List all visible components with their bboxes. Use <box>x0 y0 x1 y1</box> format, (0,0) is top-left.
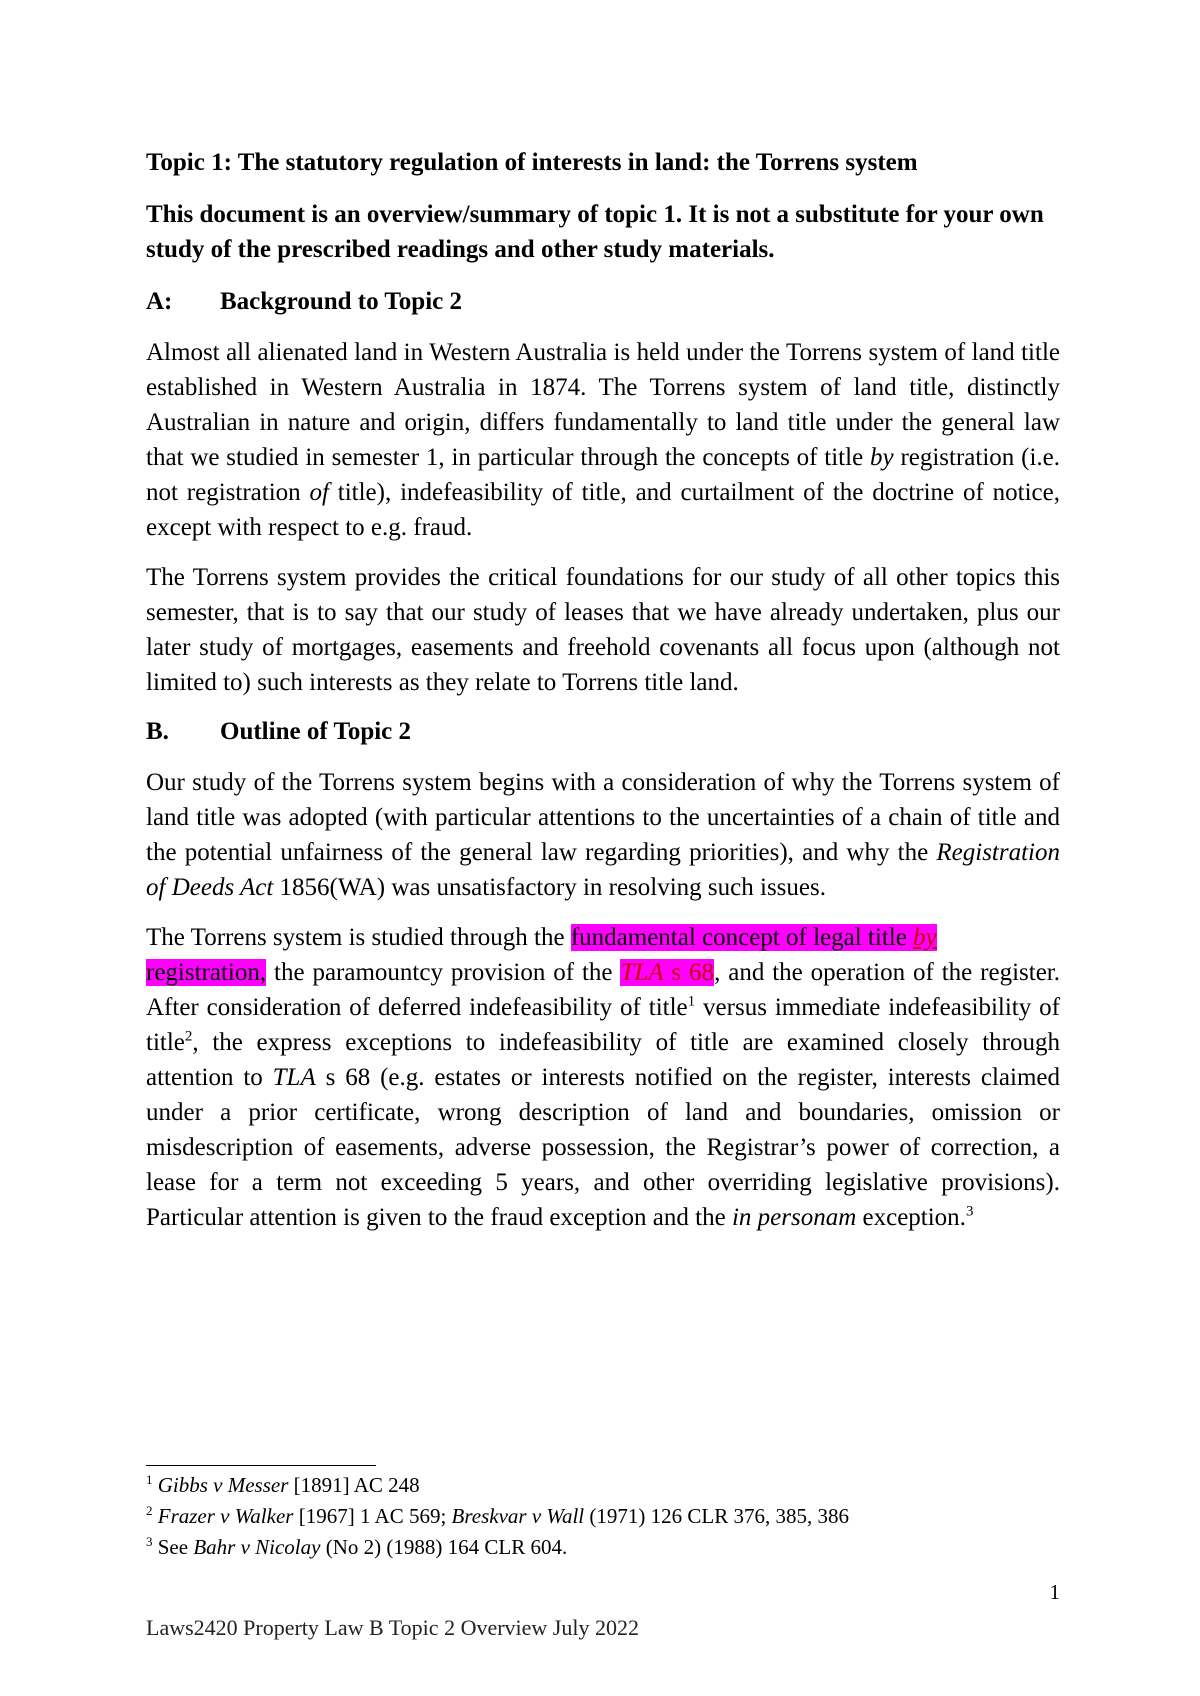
section-b-heading <box>146 715 1060 748</box>
text-run: Almost all alienated land in Western Australia is held under the Torrens system of land title established in Western Australia in 1874. The Torrens system of land title, distinctly Australian in nature and origin, differs fundamentally to land title under the general law that we studied in semester 1, in particular through the concepts of title <box>146 339 1060 471</box>
page-number: 1 <box>1049 1580 1060 1604</box>
citation-text: [1891] AC 248 <box>288 1473 420 1497</box>
text-run: , the express exceptions to indefeasibility of title are examined closely through attention to <box>146 1029 1060 1091</box>
overview-notice: This document is an overview/summary of topic 1. It is not a substitute for your own study of the prescribed readings and other study materials. <box>146 201 1044 263</box>
case-name: Gibbs v Messer <box>157 1473 289 1497</box>
footnotes <box>146 1470 1046 1563</box>
highlighted-phrase <box>571 924 937 951</box>
footnote-number: 1 <box>146 1472 153 1487</box>
text-run: registration (i.e. not registration <box>146 444 1060 506</box>
footnote-separator <box>146 1465 376 1466</box>
section-a-heading <box>146 285 1060 318</box>
text-run: , and the operation of the register. After consideration of deferred indefeasibility of title <box>146 959 1060 1021</box>
text-run: exception. <box>856 1204 966 1231</box>
italic-run: TLA <box>272 1064 316 1091</box>
case-name: Bahr v Nicolay <box>193 1535 321 1559</box>
citation-text: [1967] 1 AC 569; <box>293 1504 452 1528</box>
section-a-letter: A: <box>146 288 173 315</box>
footnote-2 <box>146 1501 1046 1532</box>
case-name: Breskvar v Wall <box>451 1504 585 1528</box>
highlighted-phrase-cont: registration, <box>146 959 267 986</box>
text-run: The Torrens system is studied through the <box>146 924 571 951</box>
footnote-ref[interactable]: 1 <box>687 993 696 1010</box>
act-title: Registration of Deeds Act <box>146 839 1060 901</box>
text-run: versus immediate indefeasibility of title <box>146 994 1060 1056</box>
text-run: Our study of the Torrens system begins with a consideration of why the Torrens system of land title was adopted (with particular attentions to the uncertainties of a chain of title and the potential unfairness of the general law regarding priorities), and why the <box>146 769 1060 866</box>
paragraph-outline-2 <box>146 920 1060 1235</box>
highlight-italic: TLA <box>620 959 664 986</box>
italic-run: of <box>309 479 329 506</box>
case-name: Frazer v Walker <box>157 1504 294 1528</box>
italic-run: in personam <box>731 1204 857 1231</box>
text-run: title), indefeasibility of title, and curtailment of the doctrine of notice, except with respect to e.g. fraud. <box>146 479 1060 541</box>
citation-text: (1971) 126 CLR 376, 385, 386 <box>584 1504 849 1528</box>
footnote-ref[interactable]: 3 <box>965 1203 974 1220</box>
text-run: s 68 (e.g. estates or interests notified on the register, interests claimed under a prior certificate, wrong description of land and boundaries, omission or misdescription of easements, adverse possession, the Registrar’s power of correction, a lease for a term not exceeding 5 years, and other overriding legislative provisions). Particular attention is given to the fraud exception and the <box>146 1064 1060 1231</box>
highlight-italic: by <box>913 924 937 951</box>
section-b-letter: B. <box>146 718 169 745</box>
citation-text: (No 2) (1988) 164 CLR 604. <box>320 1535 568 1559</box>
footnote-ref[interactable]: 2 <box>184 1028 193 1045</box>
highlighted-reference <box>620 959 714 986</box>
document-title: Topic 1: The statutory regulation of interests in land: the Torrens system <box>146 149 918 176</box>
section-a-title: Background to Topic 2 <box>220 288 462 315</box>
text-run: the paramountcy provision of the <box>266 959 621 986</box>
text-run: 1856(WA) was unsatisfactory in resolving such issues. <box>273 874 826 901</box>
highlight-text: s 68 <box>663 959 715 986</box>
paragraph-outline-1 <box>146 765 1060 905</box>
document-body <box>146 146 1060 1250</box>
footnote-3 <box>146 1532 1046 1563</box>
footnote-number: 3 <box>146 1534 153 1549</box>
paragraph-background-2: The Torrens system provides the critical foundations for our study of all other topics this semester, that is to say that our study of leases that we have already undertaken, plus our later study of mortgages, easements and freehold covenants all focus upon (although not limited to) such interests as they relate to Torrens title land. <box>146 564 1060 696</box>
section-b-title: Outline of Topic 2 <box>220 718 412 745</box>
highlight-text: fundamental concept of legal title <box>570 924 914 951</box>
paragraph-background-1 <box>146 335 1060 545</box>
footnote-1 <box>146 1470 1046 1501</box>
italic-run: by <box>870 444 894 471</box>
citation-text: See <box>157 1535 194 1559</box>
footnote-number: 2 <box>146 1503 153 1518</box>
page-footer: Laws2420 Property Law B Topic 2 Overview July 2022 <box>146 1615 639 1640</box>
